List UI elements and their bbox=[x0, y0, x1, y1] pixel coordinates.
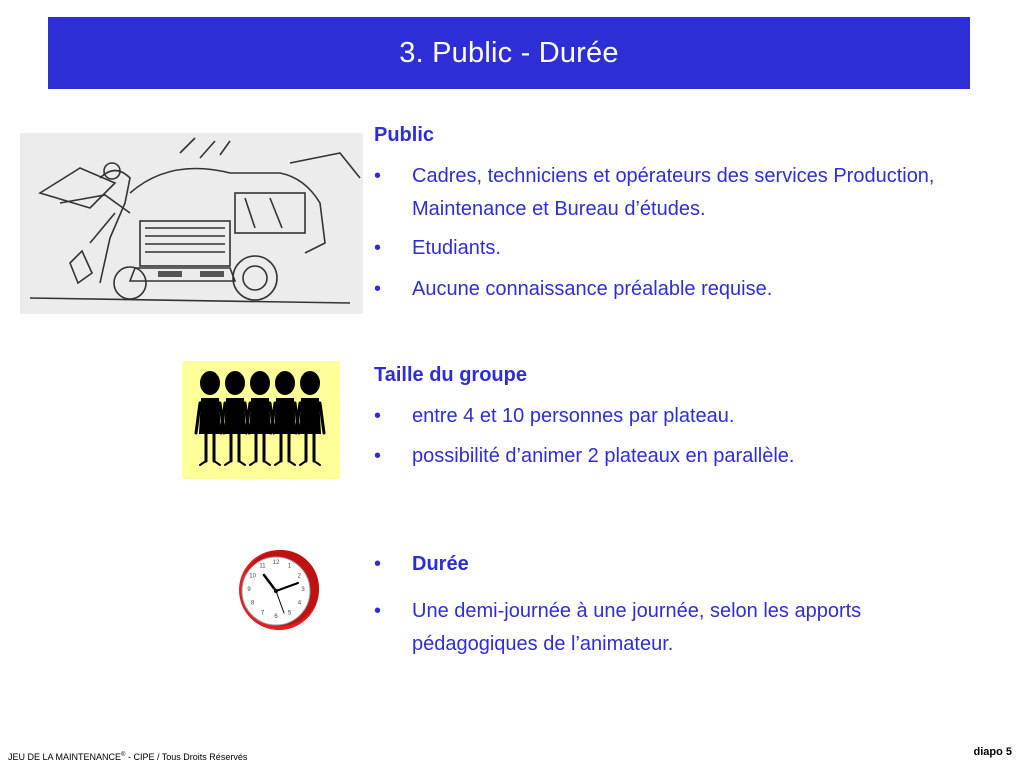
clock-number: 5 bbox=[287, 610, 292, 617]
clock-number: 1 bbox=[287, 563, 292, 570]
bullet-dot: • bbox=[374, 445, 382, 467]
clock-number: 7 bbox=[260, 610, 265, 617]
bullet-dot: • bbox=[374, 165, 382, 187]
bullet-text: Cadres, techniciens et opérateurs des services Production, Maintenance et Bureau d’études. bbox=[412, 165, 935, 220]
title-bar bbox=[48, 17, 970, 89]
clock-number: 11 bbox=[259, 563, 266, 570]
public-heading: Public bbox=[374, 124, 435, 146]
clock-icon bbox=[236, 547, 322, 633]
list-item bbox=[374, 400, 974, 432]
bullet-text: Une demi-journée à une journée, selon les apports pédagogiques de l’animateur. bbox=[412, 600, 862, 655]
group-people-illustration bbox=[182, 361, 340, 479]
clock-number: 2 bbox=[297, 573, 302, 580]
registered-mark: ® bbox=[121, 752, 126, 758]
footer-rights: - CIPE / Tous Droits Réservés bbox=[125, 752, 248, 762]
clock-number: 8 bbox=[250, 600, 255, 607]
group-bullet-list bbox=[374, 400, 974, 472]
footer-brand: JEU DE LA MAINTENANCE bbox=[8, 752, 122, 762]
list-item bbox=[374, 440, 974, 472]
footer-copyright bbox=[8, 752, 247, 762]
clock-number: 3 bbox=[301, 587, 305, 593]
clock-number: 10 bbox=[249, 573, 256, 580]
public-bullet-list bbox=[374, 160, 974, 306]
bullet-text: Etudiants. bbox=[412, 237, 501, 259]
bullet-dot: • bbox=[374, 278, 382, 300]
duration-heading-text: Durée bbox=[412, 553, 469, 575]
duration-bullet-list bbox=[374, 548, 974, 661]
clock-number: 12 bbox=[272, 560, 280, 566]
clock-number: 9 bbox=[247, 587, 251, 593]
clock-number: 4 bbox=[297, 600, 302, 607]
bullet-dot: • bbox=[374, 600, 382, 622]
bullet-text: entre 4 et 10 personnes par plateau. bbox=[412, 405, 735, 427]
list-item bbox=[374, 160, 974, 226]
car-mechanic-illustration bbox=[20, 133, 363, 314]
duration-heading bbox=[374, 548, 974, 581]
clock-number: 6 bbox=[274, 614, 278, 620]
bullet-text: Aucune connaissance préalable requise. bbox=[412, 278, 773, 300]
slide-number: diapo 5 bbox=[973, 746, 1012, 758]
list-item bbox=[374, 273, 974, 306]
list-item bbox=[374, 232, 974, 265]
bullet-dot: • bbox=[374, 237, 382, 259]
group-heading: Taille du groupe bbox=[374, 364, 527, 386]
list-item bbox=[374, 595, 974, 661]
bullet-dot: • bbox=[374, 405, 382, 427]
slide-title: 3. Public - Durée bbox=[399, 36, 619, 69]
bullet-text: possibilité d’animer 2 plateaux en parallèle. bbox=[412, 445, 795, 467]
bullet-dot: • bbox=[374, 553, 382, 575]
